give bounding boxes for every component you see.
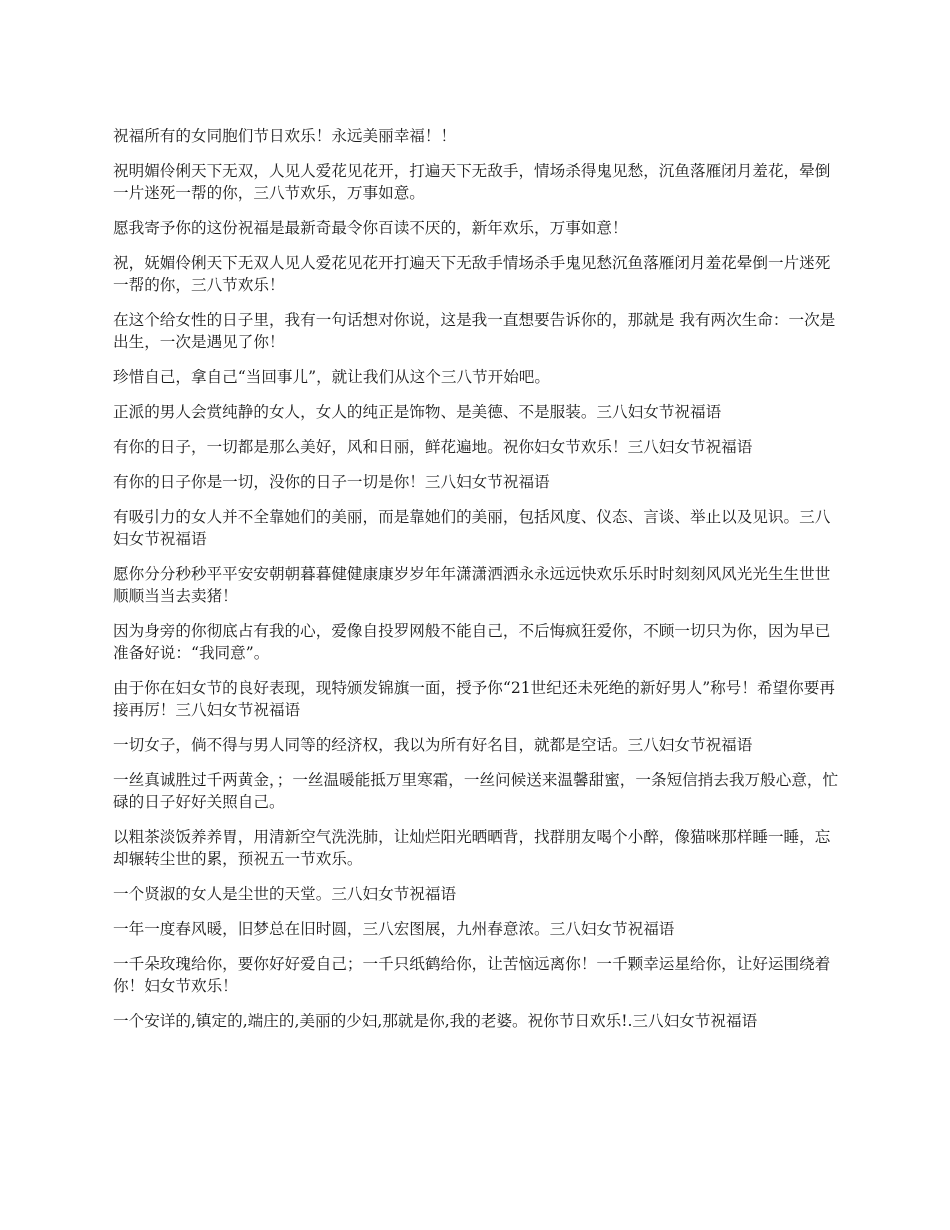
paragraph: 一千朵玫瑰给你，要你好好爱自己；一千只纸鹤给你，让苦恼远离你！一千颗幸运星给你，让好运围绕着你！妇女节欢乐！ <box>113 955 831 995</box>
paragraph: 愿我寄予你的这份祝福是最新奇最令你百读不厌的，新年欢乐，万事如意！ <box>113 219 628 237</box>
paragraph: 以粗茶淡饭养养胃，用清新空气洗洗肺，让灿烂阳光晒晒背，找群朋友喝个小醉，像猫咪那样睡一睡，忘却辗转尘世的累，预祝五一节欢乐。 <box>113 828 831 868</box>
paragraph: 一切女子，倘不得与男人同等的经济权，我以为所有好名目，就都是空话。三八妇女节祝福语 <box>113 736 753 754</box>
document-body <box>113 125 843 1045</box>
paragraph: 在这个给女性的日子里，我有一句话想对你说，这是我一直想要告诉你的，那就是 我有两次生命：一次是出生，一次是遇见了你！ <box>113 311 836 351</box>
paragraph: 正派的男人会赏纯静的女人，女人的纯正是饰物、是美德、不是服装。三八妇女节祝福语 <box>113 403 722 421</box>
paragraph: 有吸引力的女人并不全靠她们的美丽，而是靠她们的美丽，包括风度、仪态、言谈、举止以及见识。三八妇女节祝福语 <box>113 508 831 548</box>
paragraph: 一丝真诚胜过千两黄金，；一丝温暖能抵万里寒霜，一丝问候送来温馨甜蜜，一条短信捎去我万般心意，忙碌的日子好好关照自己。 <box>113 771 839 811</box>
paragraph: 由于你在妇女节的良好表现，现特颁发锦旗一面，授予你“21世纪还未死绝的新好男人”称号！希望你要再接再厉！三八妇女节祝福语 <box>113 679 835 719</box>
paragraph: 祝明媚伶俐天下无双，人见人爱花见花开，打遍天下无敌手，情场杀得鬼见愁，沉鱼落雁闭月羞花，晕倒一片迷死一帮的你，三八节欢乐，万事如意。 <box>113 162 831 202</box>
paragraph: 一个贤淑的女人是尘世的天堂。三八妇女节祝福语 <box>113 885 457 903</box>
paragraph: 一个安详的,镇定的,端庄的,美丽的少妇,那就是你,我的老婆。祝你节日欢乐!.三八妇女节祝福语 <box>113 1012 758 1030</box>
paragraph: 祝，妩媚伶俐天下无双人见人爱花见花开打遍天下无敌手情场杀手鬼见愁沉鱼落雁闭月羞花晕倒一片迷死一帮的你，三八节欢乐！ <box>113 254 831 294</box>
paragraph: 有你的日子，一切都是那么美好，风和日丽，鲜花遍地。祝你妇女节欢乐！三八妇女节祝福语 <box>113 438 753 456</box>
paragraph: 珍惜自己，拿自己“当回事儿”，就让我们从这个三八节开始吧。 <box>113 368 550 386</box>
paragraph: 祝福所有的女同胞们节日欢乐！永远美丽幸福！！ <box>113 127 457 145</box>
paragraph: 有你的日子你是一切，没你的日子一切是你！三八妇女节祝福语 <box>113 473 550 491</box>
paragraph: 愿你分分秒秒平平安安朝朝暮暮健健康康岁岁年年潇潇洒洒永永远远快欢乐乐时时刻刻风风光光生生世世顺顺当当去卖猪！ <box>113 565 831 605</box>
paragraph: 一年一度春风暖，旧梦总在旧时圆，三八宏图展，九州春意浓。三八妇女节祝福语 <box>113 920 675 938</box>
paragraph: 因为身旁的你彻底占有我的心，爱像自投罗网般不能自己，不后悔疯狂爱你，不顾一切只为你，因为早已准备好说：“我同意”。 <box>113 622 831 662</box>
